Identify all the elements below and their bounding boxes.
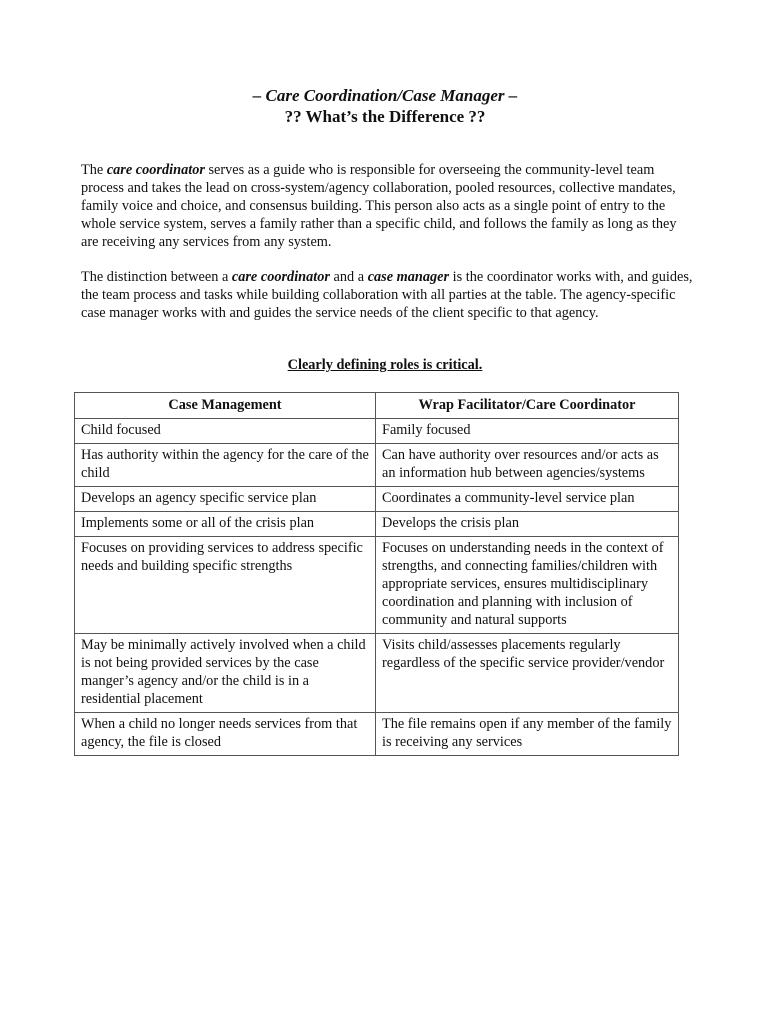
term-case-manager: case manager [367,269,450,285]
para2-lead: The distinction between a [81,269,232,285]
table-cell: Develops an agency specific service plan [75,487,376,512]
table-row [75,487,679,512]
para2-body: is the coordinator works with, and guides, the team process and tasks while building collaboration with all parties at the table. The agency-specific case manager works with and guides the service needs of the client specific to that agency. [81,269,693,321]
header-case-management: Case Management [75,393,376,419]
para1-body: serves as a guide who is responsible for overseeing the community-level team process and takes the lead on cross-system/agency collaboration, pooled resources, collective mandates, family voice and choice, and consensus building. This person also acts as a single point of entry to the whole service system, serves a family rather than a specific child, and follows the family as long as they are receiving any services from any system. [81,162,677,250]
roles-comparison-table [74,392,679,756]
table-row [75,444,679,487]
term-care-coordinator: care coordinator [106,162,205,178]
table-cell: Coordinates a community-level service plan [376,487,679,512]
term-care-coordinator-2: care coordinator [231,269,330,285]
table-cell: Focuses on providing services to address specific needs and building specific strengths [75,537,376,634]
table-row [75,713,679,756]
table-row [75,634,679,713]
table-header-row [75,393,679,419]
paragraph-care-coordinator [81,161,693,251]
table-cell: Child focused [75,419,376,444]
paragraph-distinction [81,268,693,322]
table-row [75,419,679,444]
table-cell: When a child no longer needs services from that agency, the file is closed [75,713,376,756]
table-cell: Has authority within the agency for the care of the child [75,444,376,487]
table-cell: Develops the crisis plan [376,512,679,537]
table-cell: Visits child/assesses placements regularly regardless of the specific service provider/vendor [376,634,679,713]
para2-mid: and a [329,269,368,285]
table-cell: Focuses on understanding needs in the context of strengths, and connecting families/children with appropriate services, ensures multidisciplinary coordination and planning with inclusion of community and natural supports [376,537,679,634]
header-care-coordinator: Wrap Facilitator/Care Coordinator [376,393,679,419]
table-cell: Family focused [376,419,679,444]
table-cell: May be minimally actively involved when a child is not being provided services by the case manger’s agency and/or the child is in a residential placement [75,634,376,713]
table-row [75,537,679,634]
table-cell: Implements some or all of the crisis plan [75,512,376,537]
table-cell: Can have authority over resources and/or acts as an information hub between agencies/systems [376,444,679,487]
roles-callout: Clearly defining roles is critical. [287,357,483,373]
document-subtitle: ?? What’s the Difference ?? [284,107,486,126]
table-row [75,512,679,537]
para1-lead: The [81,162,107,178]
table-cell: The file remains open if any member of the family is receiving any services [376,713,679,756]
document-title: – Care Coordination/Case Manager – [252,86,518,105]
